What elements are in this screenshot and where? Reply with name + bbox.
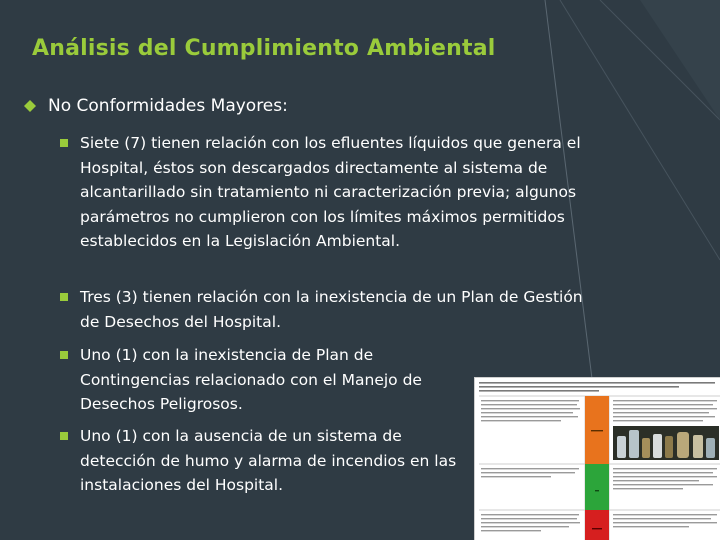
list-item-text: Uno (1) con la ausencia de un sistema de detección de humo y alarma de incendios en las instalaciones del Hospital. [80, 427, 457, 495]
list-item [60, 343, 460, 417]
square-bullet-icon [60, 139, 68, 147]
square-bullet-icon [60, 351, 68, 359]
list-item-text: Siete (7) tienen relación con los efluentes líquidos que genera el Hospital, éstos son descargados directamente al sistema de alcantarillado sin tratamiento ni caracterización previa; algunos parámetros no cumplieron con los límites máximos permitidos establecidos en la Legislación Ambiental. [80, 134, 581, 251]
slide-title: Análisis del Cumplimiento Ambiental [32, 36, 496, 61]
embedded-document-image [474, 377, 720, 540]
square-bullet-icon [60, 293, 68, 301]
document-text-lines [475, 378, 720, 540]
level1-text: No Conformidades Mayores: [48, 96, 288, 116]
list-item [60, 131, 590, 254]
list-item-text: Tres (3) tienen relación con la inexistencia de un Plan de Gestión de Desechos del Hospital. [80, 288, 583, 331]
list-item [60, 424, 460, 498]
diamond-arrow-icon [24, 100, 36, 112]
square-bullet-icon [60, 432, 68, 440]
level1-bullet [24, 96, 288, 116]
list-item-text: Uno (1) con la inexistencia de Plan de Contingencias relacionado con el Manejo de Desechos Peligrosos. [80, 346, 422, 414]
list-item [60, 285, 590, 334]
